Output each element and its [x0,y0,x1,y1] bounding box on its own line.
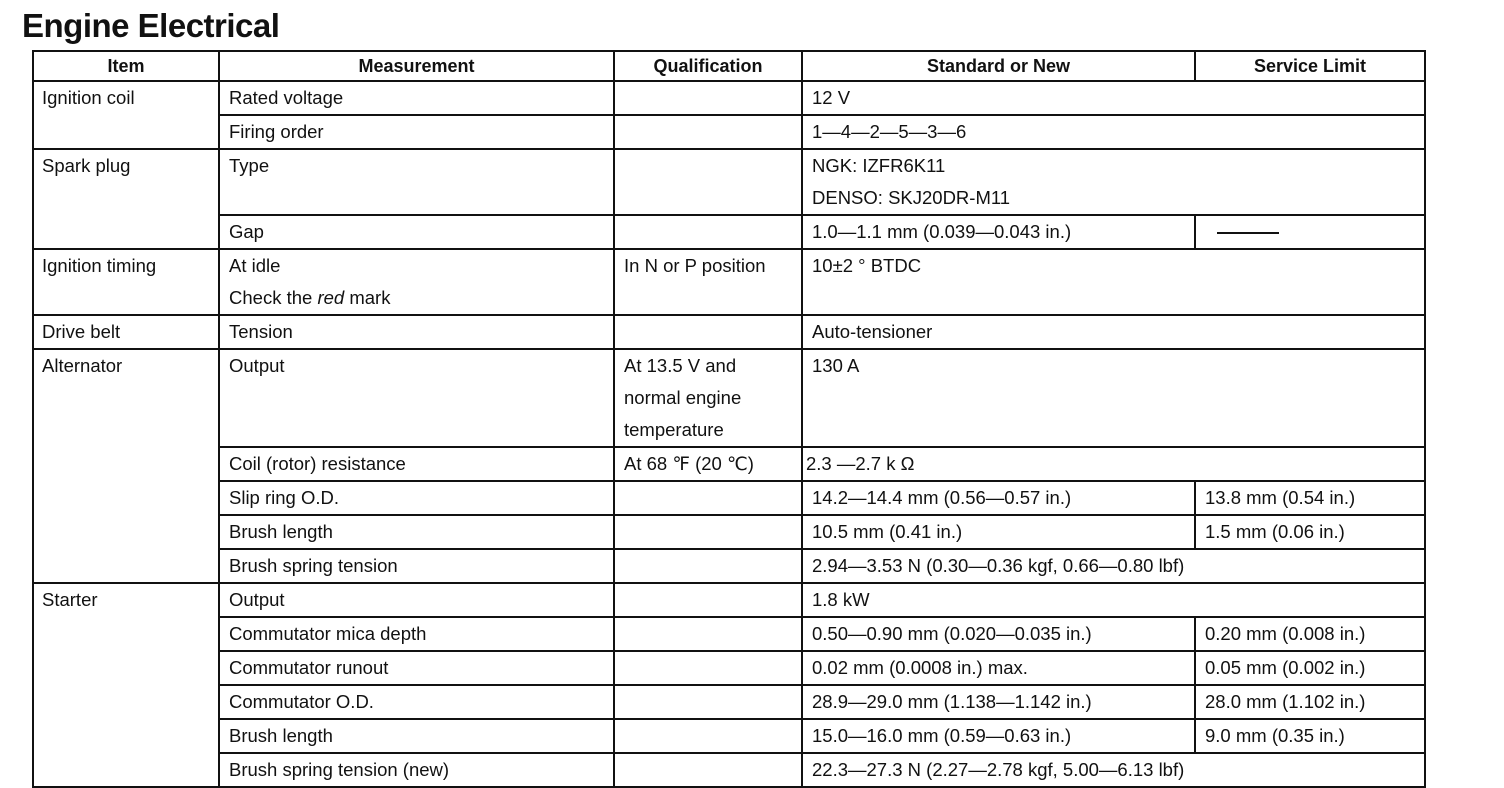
item-cell [33,349,219,583]
limit-value: 28.0 mm (1.102 in.) [1205,691,1366,712]
standard-value: 10.5 mm (0.41 in.) [812,521,963,542]
measurement-label: At idle [229,255,281,276]
limit-value: 13.8 mm (0.54 in.) [1205,487,1356,508]
header-service-limit: Service Limit [1195,51,1425,81]
measurement-cell [219,115,614,149]
standard-cell [802,81,1425,115]
item-cell [33,249,219,315]
qualification-cell [614,149,802,215]
measurement-text: Check the [229,287,318,308]
measurement-label: Gap [229,221,264,242]
standard-value: 1.0—1.1 mm (0.039—0.043 in.) [812,221,1072,242]
standard-value: 12 V [812,87,851,108]
measurement-label: Output [229,355,285,376]
qualification-value: temperature [624,419,724,440]
table-row [33,447,1425,481]
standard-cell [802,685,1195,719]
measurement-cell [219,753,614,787]
standard-value: 2.94—3.53 N (0.30—0.36 kgf, 0.66—0.80 lbf) [812,555,1185,576]
standard-cell [802,481,1195,515]
measurement-cell [219,249,614,315]
qualification-cell [614,215,802,249]
header-qualification: Qualification [614,51,802,81]
standard-value: 15.0—16.0 mm (0.59—0.63 in.) [812,725,1072,746]
standard-value: 130 A [812,355,860,376]
measurement-cell [219,349,614,447]
item-cell [33,583,219,787]
measurement-label: Slip ring O.D. [229,487,340,508]
qualification-cell [614,115,802,149]
item-label: Ignition timing [42,255,157,276]
measurement-label: Rated voltage [229,87,344,108]
measurement-label: Tension [229,321,293,342]
standard-value: 1—4—2—5—3—6 [812,121,967,142]
engine-electrical-table [32,50,1426,788]
measurement-label: Coil (rotor) resistance [229,453,406,474]
table-row [33,215,1425,249]
limit-cell [1195,481,1425,515]
measurement-cell [219,481,614,515]
standard-value: DENSO: SKJ20DR-M11 [812,187,1011,208]
standard-value: Auto-tensioner [812,321,933,342]
standard-value: 10±2 ° BTDC [812,255,922,276]
measurement-cell [219,149,614,215]
header-measurement: Measurement [219,51,614,81]
standard-cell [802,753,1425,787]
table-row [33,115,1425,149]
measurement-cell [219,215,614,249]
measurement-emphasis: red [317,287,345,308]
measurement-label: Commutator runout [229,657,389,678]
limit-cell [1195,617,1425,651]
measurement-cell [219,315,614,349]
standard-cell [802,215,1195,249]
qualification-cell [614,719,802,753]
table-row [33,685,1425,719]
table-row [33,753,1425,787]
measurement-label [220,282,613,314]
standard-cell [802,583,1425,617]
standard-value: 28.9—29.0 mm (1.138—1.142 in.) [812,691,1092,712]
limit-cell [1195,685,1425,719]
qualification-cell [614,515,802,549]
table-row [33,315,1425,349]
qualification-value: normal engine [624,387,742,408]
qualification-cell [614,651,802,685]
standard-cell [802,549,1425,583]
measurement-label: Commutator O.D. [229,691,374,712]
standard-cell [802,349,1425,447]
measurement-text: mark [344,287,391,308]
measurement-label: Brush length [229,725,333,746]
qualification-cell [614,583,802,617]
limit-dash [1196,216,1424,248]
standard-cell [802,115,1425,149]
qualification-cell [614,249,802,315]
limit-cell [1195,215,1425,249]
qualification-value: In N or P position [624,255,766,276]
measurement-label: Brush spring tension [229,555,398,576]
standard-cell [802,719,1195,753]
limit-cell [1195,719,1425,753]
table-row [33,719,1425,753]
standard-cell [802,515,1195,549]
standard-value: 0.50—0.90 mm (0.020—0.035 in.) [812,623,1092,644]
item-label: Starter [42,589,98,610]
standard-cell [802,149,1425,215]
measurement-label: Brush length [229,521,333,542]
limit-value: 1.5 mm (0.06 in.) [1205,521,1345,542]
limit-cell [1195,651,1425,685]
measurement-cell [219,651,614,685]
standard-cell [802,315,1425,349]
standard-cell [802,651,1195,685]
table-row [33,481,1425,515]
table-row [33,149,1425,215]
qualification-cell [614,753,802,787]
qualification-value: At 68 ℉ (20 ℃) [624,453,754,474]
measurement-cell [219,549,614,583]
measurement-label: Type [229,155,270,176]
table-row [33,617,1425,651]
standard-value: 0.02 mm (0.0008 in.) max. [812,657,1028,678]
table-row [33,349,1425,447]
item-label: Drive belt [42,321,121,342]
qualification-cell [614,447,802,481]
measurement-label: Output [229,589,285,610]
table-row [33,81,1425,115]
item-cell [33,315,219,349]
measurement-cell [219,583,614,617]
qualification-cell [614,617,802,651]
measurement-cell [219,81,614,115]
item-cell [33,81,219,149]
table-row [33,651,1425,685]
qualification-cell [614,481,802,515]
qualification-cell [614,549,802,583]
qualification-value: At 13.5 V and [624,355,737,376]
header-row [33,51,1425,81]
standard-value: 1.8 kW [812,589,870,610]
header-standard: Standard or New [802,51,1195,81]
qualification-cell [614,81,802,115]
item-label: Alternator [42,355,123,376]
table-row [33,515,1425,549]
standard-value: 22.3—27.3 N (2.27—2.78 kgf, 5.00—6.13 lbf) [812,759,1185,780]
item-label: Ignition coil [42,87,135,108]
measurement-cell [219,447,614,481]
measurement-cell [219,515,614,549]
standard-value: NGK: IZFR6K11 [812,155,946,176]
measurement-label: Brush spring tension (new) [229,759,450,780]
table-row [33,549,1425,583]
standard-value: 14.2—14.4 mm (0.56—0.57 in.) [812,487,1072,508]
table-row [33,583,1425,617]
measurement-cell [219,685,614,719]
limit-value: 0.20 mm (0.008 in.) [1205,623,1366,644]
standard-cell [802,249,1425,315]
item-label: Spark plug [42,155,131,176]
standard-cell [802,447,1425,481]
limit-value: 9.0 mm (0.35 in.) [1205,725,1345,746]
measurement-label: Firing order [229,121,324,142]
standard-cell [802,617,1195,651]
qualification-cell [614,685,802,719]
standard-value: 2.3 —2.7 k Ω [806,453,915,474]
page-title: Engine Electrical [22,7,280,44]
limit-value: 0.05 mm (0.002 in.) [1205,657,1366,678]
table-row [33,249,1425,315]
measurement-label: Commutator mica depth [229,623,427,644]
measurement-cell [219,617,614,651]
qualification-cell [614,349,802,447]
measurement-cell [219,719,614,753]
item-cell [33,149,219,249]
header-item: Item [33,51,219,81]
qualification-cell [614,315,802,349]
limit-cell [1195,515,1425,549]
